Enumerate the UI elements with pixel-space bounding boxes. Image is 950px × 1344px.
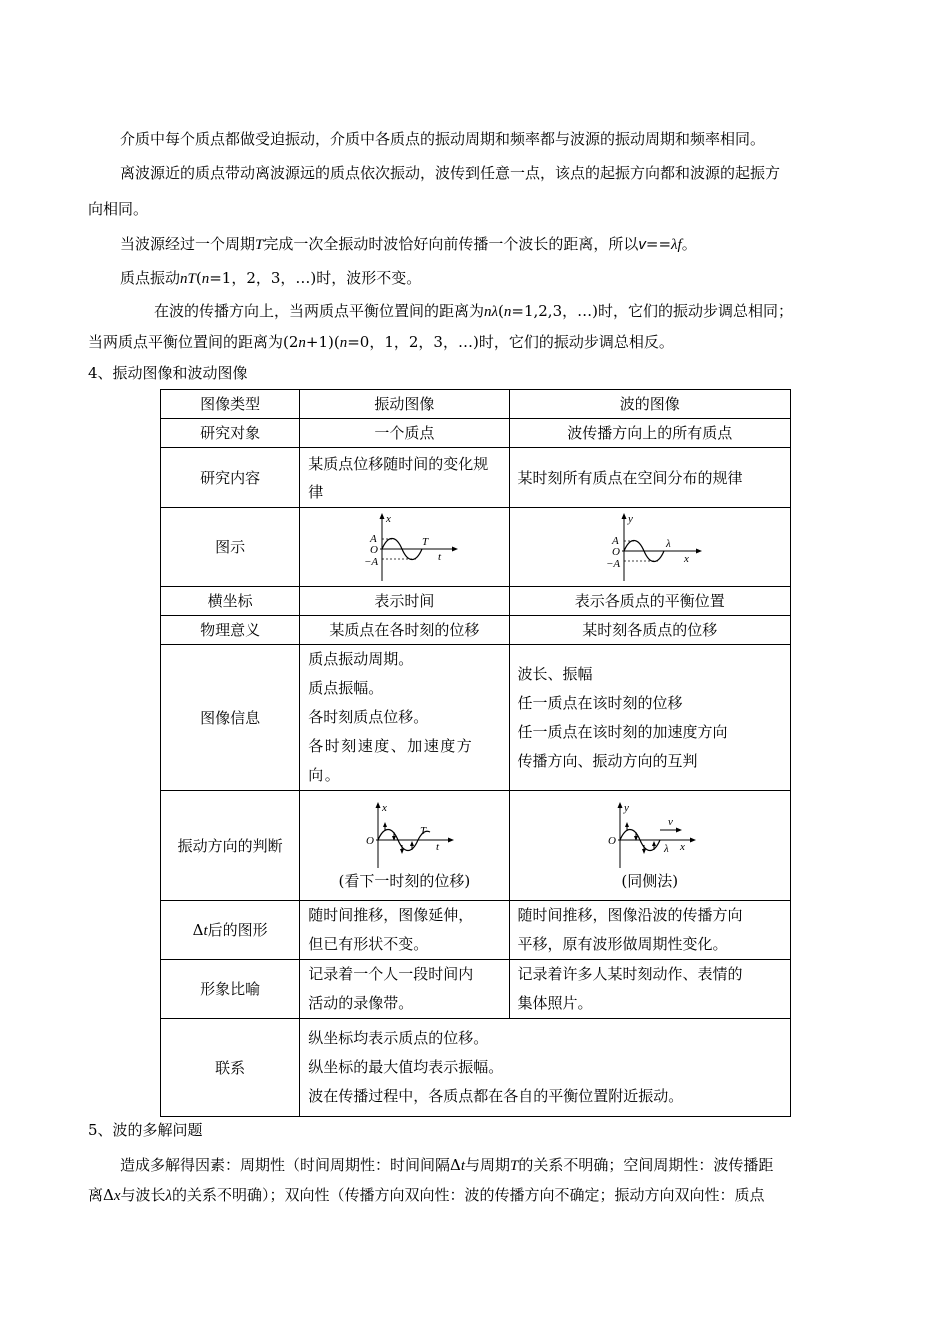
dir-axis-t-label: t <box>436 840 440 853</box>
header-wave: 波的图像 <box>509 390 790 419</box>
table-row-abscissa <box>161 587 791 616</box>
wave-after-line: 随时间推移，图像沿波的传播方向 <box>517 906 743 924</box>
paragraph-4: 质点振动nT(n=1，2，3，…)时，波形不变。 <box>120 269 422 287</box>
wave-neg-amplitude-label: −A <box>605 558 620 570</box>
wave-direction-caption: (同侧法) <box>621 871 679 890</box>
wdir-velocity-label: v <box>667 815 673 828</box>
vibration-graph <box>300 508 509 587</box>
wave-direction-svg <box>580 800 720 870</box>
vib-metaphor <box>300 960 509 1019</box>
wavelength-label: λ <box>665 538 671 550</box>
comparison-table <box>160 389 791 1117</box>
label-object: 研究对象 <box>161 419 300 448</box>
wave-graph-svg <box>580 511 720 583</box>
wave-content: 某时刻所有质点在空间分布的规律 <box>509 448 790 508</box>
label-meaning: 物理意义 <box>161 616 300 645</box>
paragraph-5: 在波的传播方向上，当两质点平衡位置间的距离为nλ(n=1,2,3，…)时，它们的振动步调总相同； <box>154 302 793 320</box>
vib-after-line: 随时间推移，图像延伸， <box>308 906 474 924</box>
paragraph-2: 离波源近的质点带动离波源远的质点依次振动，波传到任意一点，该点的起振方向都和波源的起振方 <box>120 164 781 182</box>
label-after: Δt后的图形 <box>161 901 300 960</box>
vib-info-line: 质点振幅。 <box>308 679 384 697</box>
table-row-object <box>161 419 791 448</box>
wave-metaphor <box>509 960 790 1019</box>
dir-period-label: T <box>420 824 427 837</box>
header-vibration: 振动图像 <box>300 390 509 419</box>
wave-direction <box>509 791 790 901</box>
wave-object: 波传播方向上的所有质点 <box>509 419 790 448</box>
wave-origin-label: O <box>611 546 620 558</box>
bottom-line-2: 离Δx与波长λ的关系不明确）；双向性（传播方向双向性：波的传播方向不确定；振动方向双向性：质点 <box>88 1186 765 1204</box>
wdir-axis-y-label: y <box>623 801 629 814</box>
bottom-line-1: 造成多解得因素：周期性（时间周期性：时间间隔Δt与周期T的关系不明确；空间周期性：波传播距 <box>120 1156 774 1174</box>
dir-origin-label: O <box>366 834 375 847</box>
vib-abscissa: 表示时间 <box>300 587 509 616</box>
table-row-content <box>161 448 791 508</box>
table-row-after <box>161 901 791 960</box>
table-row-header <box>161 390 791 419</box>
wave-metaphor-line: 集体照片。 <box>517 994 593 1012</box>
section-4-heading: 4、振动图像和波动图像 <box>88 364 248 382</box>
table-row-direction <box>161 791 791 901</box>
amplitude-label: A <box>370 533 378 545</box>
link-line: 纵坐标均表示质点的位移。 <box>308 1029 489 1047</box>
vib-meaning: 某质点在各时刻的位移 <box>300 616 509 645</box>
axis-x-label: x <box>386 513 392 525</box>
label-content: 研究内容 <box>161 448 300 508</box>
vib-after-line: 但已有形状不变。 <box>308 935 429 953</box>
table-row-info <box>161 645 791 791</box>
header-type: 图像类型 <box>161 390 300 419</box>
label-metaphor: 形象比喻 <box>161 960 300 1019</box>
table-row-link <box>161 1019 791 1117</box>
wave-metaphor-line: 记录着许多人某时刻动作、表情的 <box>517 965 743 983</box>
wave-info-line: 任一质点在该时刻的加速度方向 <box>517 722 728 741</box>
link-line: 纵坐标的最大值均表示振幅。 <box>308 1058 504 1076</box>
paragraph-1: 介质中每个质点都做受迫振动，介质中各质点的振动周期和频率都与波源的振动周期和频率相同。 <box>120 130 766 148</box>
paragraph-3: 当波源经过一个周期T完成一次全振动时波恰好向前传播一个波长的距离，所以v==λf。 <box>120 235 697 253</box>
vib-metaphor-line: 活动的录像带。 <box>308 994 414 1012</box>
wave-axis-x-label: x <box>683 553 689 565</box>
wave-info <box>509 645 790 791</box>
wave-after <box>509 901 790 960</box>
paragraph-2-cont: 向相同。 <box>88 200 149 218</box>
label-info: 图像信息 <box>161 645 300 791</box>
paragraph-6: 当两质点平衡位置间的距离为(2n+1)(n=0，1，2，3，…)时，它们的振动步调总相反。 <box>88 333 674 351</box>
wave-info-line: 传播方向、振动方向的互判 <box>517 751 698 770</box>
neg-amplitude-label: −A <box>364 556 379 568</box>
wave-abscissa: 表示各质点的平衡位置 <box>509 587 790 616</box>
wave-info-line: 波长、振幅 <box>517 664 593 683</box>
vib-info-line: 各时刻速度、加速度方向。 <box>308 737 474 784</box>
vib-direction <box>300 791 509 901</box>
link-line: 波在传播过程中，各质点都在各自的平衡位置附近振动。 <box>308 1087 684 1105</box>
vib-content: 某质点位移随时间的变化规律 <box>300 448 509 508</box>
wave-info-line: 任一质点在该时刻的位移 <box>517 693 683 712</box>
vib-info-line: 各时刻质点位移。 <box>308 708 429 726</box>
vib-direction-svg <box>334 800 474 870</box>
table-row-metaphor <box>161 960 791 1019</box>
wdir-origin-label: O <box>607 834 616 847</box>
wave-after-line: 平移，原有波形做周期性变化。 <box>517 935 728 953</box>
vib-info-line: 质点振动周期。 <box>308 650 414 668</box>
wave-amplitude-label: A <box>611 535 619 547</box>
table-row-meaning <box>161 616 791 645</box>
origin-label: O <box>370 544 379 556</box>
vib-metaphor-line: 记录着一个人一段时间内 <box>308 965 474 983</box>
label-abscissa: 横坐标 <box>161 587 300 616</box>
link-content <box>300 1019 791 1117</box>
label-link: 联系 <box>161 1019 300 1117</box>
vib-object: 一个质点 <box>300 419 509 448</box>
wave-graph <box>509 508 790 587</box>
vib-direction-caption: (看下一时刻的位移) <box>338 871 471 890</box>
section-5-heading: 5、波的多解问题 <box>88 1121 203 1139</box>
table-row-figure <box>161 508 791 587</box>
wdir-wavelength-label: λ <box>663 842 669 855</box>
wave-meaning: 某时刻各质点的位移 <box>509 616 790 645</box>
vib-info <box>300 645 509 791</box>
vibration-graph-svg <box>334 511 474 583</box>
wdir-axis-x-label: x <box>679 840 685 853</box>
vib-after <box>300 901 509 960</box>
dir-axis-x-label: x <box>382 801 388 814</box>
label-figure: 图示 <box>161 508 300 587</box>
axis-t-label: t <box>438 551 442 563</box>
period-label: T <box>422 536 429 548</box>
label-direction: 振动方向的判断 <box>161 791 300 901</box>
axis-y-label: y <box>627 513 633 525</box>
